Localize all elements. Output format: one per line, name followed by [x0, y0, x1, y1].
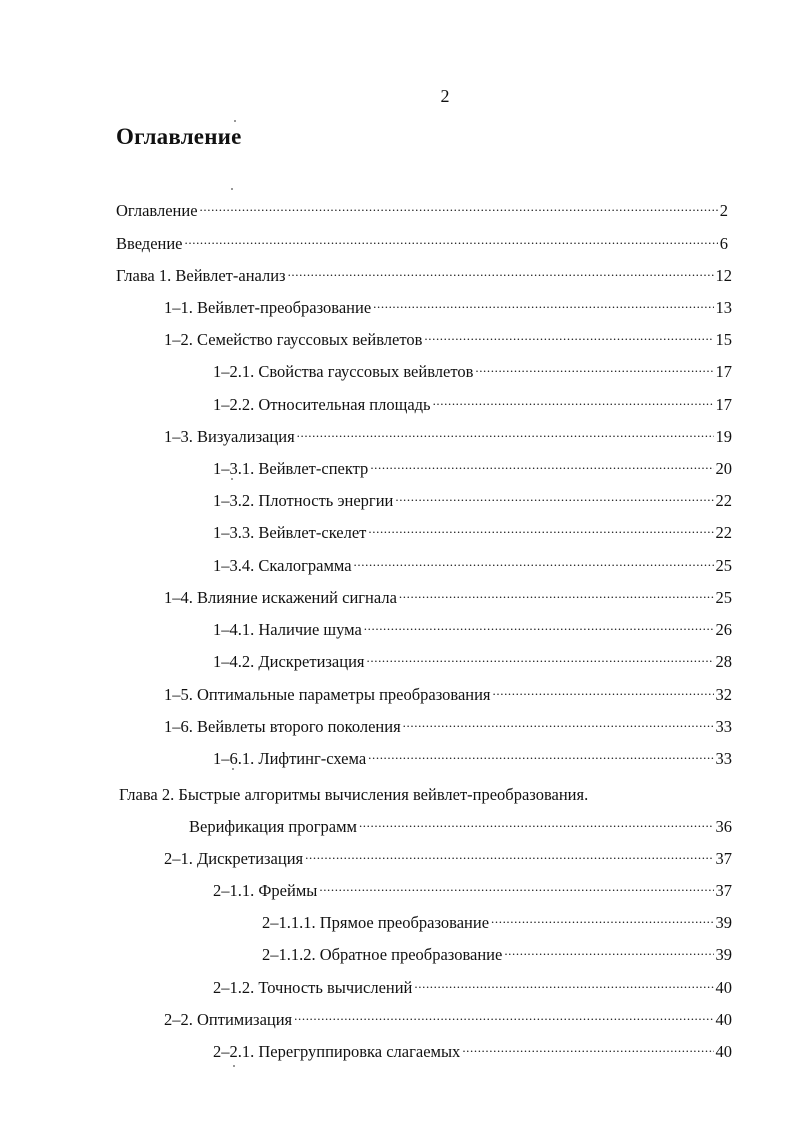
toc-entry-label: 2–2.1. Перегруппировка слагаемых	[213, 1042, 461, 1061]
toc-entry-page: 22	[715, 523, 732, 542]
toc-entry[interactable]	[164, 712, 732, 736]
toc-entry[interactable]	[213, 551, 732, 575]
toc-entry[interactable]	[213, 647, 732, 671]
toc-entry-label: 1–4.2. Дискретизация	[213, 652, 365, 671]
scan-speck	[231, 478, 233, 480]
dot-leader	[297, 422, 714, 442]
toc-entry-label: 2–2. Оптимизация	[164, 1010, 293, 1029]
dot-leader	[370, 454, 713, 474]
dot-leader	[504, 940, 713, 960]
dot-leader	[364, 615, 714, 635]
dot-leader	[462, 1037, 713, 1057]
dot-leader	[433, 390, 714, 410]
toc-entry-label: 1–3.3. Вейвлет-скелет	[213, 523, 367, 542]
toc-entry-page: 39	[715, 913, 732, 932]
toc-entry[interactable]	[213, 973, 732, 997]
toc-entry[interactable]	[116, 196, 728, 220]
scan-speck	[233, 1065, 235, 1067]
toc-entry-label: 1–2. Семейство гауссовых вейвлетов	[164, 330, 423, 349]
toc-entry[interactable]	[213, 518, 732, 542]
dot-leader	[359, 812, 714, 832]
toc-entry-label: 2–1. Дискретизация	[164, 849, 304, 868]
toc-entry-page: 17	[715, 395, 732, 414]
dot-leader	[373, 293, 713, 313]
toc-entry-label: 1–5. Оптимальные параметры преобразования	[164, 685, 491, 704]
toc-entry-label: 1–3. Визуализация	[164, 427, 295, 446]
dot-leader	[491, 908, 713, 928]
toc-entry-label: 1–3.1. Вейвлет-спектр	[213, 459, 369, 478]
toc-entry[interactable]	[164, 583, 732, 607]
toc-entry[interactable]	[119, 780, 679, 804]
dot-leader	[493, 680, 714, 700]
toc-entry[interactable]	[164, 325, 732, 349]
toc-entry[interactable]	[213, 357, 732, 381]
dot-leader	[185, 229, 718, 249]
toc-entry-label: 2–1.1.1. Прямое преобразование	[262, 913, 490, 932]
dot-leader	[200, 196, 718, 216]
toc-entry-page: 33	[715, 749, 732, 768]
toc-entry-page: 32	[715, 685, 732, 704]
toc-entry[interactable]	[262, 908, 732, 932]
toc-entry-page: 20	[715, 459, 732, 478]
toc-entry-label: Верификация программ	[189, 817, 357, 836]
toc-entry-page: 17	[715, 362, 732, 381]
toc-entry-page: 39	[715, 945, 732, 964]
toc-entry[interactable]	[213, 1037, 732, 1061]
toc-entry-label: 1–3.4. Скалограмма	[213, 556, 352, 575]
toc-entry-label: 2–1.1. Фреймы	[213, 881, 318, 900]
toc-entry-page: 25	[715, 556, 732, 575]
dot-leader	[288, 261, 714, 281]
dot-leader	[367, 647, 714, 667]
scan-speck	[231, 188, 233, 190]
dot-leader	[294, 1005, 713, 1025]
toc-entry[interactable]	[164, 1005, 732, 1029]
toc-entry-page: 26	[715, 620, 732, 639]
dot-leader	[414, 973, 713, 993]
dot-leader	[399, 583, 714, 603]
toc-entry[interactable]	[116, 261, 732, 285]
toc-entry-page: 13	[715, 298, 732, 317]
toc-entry[interactable]	[164, 680, 732, 704]
toc-entry[interactable]	[189, 812, 732, 836]
toc-entry[interactable]	[116, 229, 728, 253]
toc-entry-page: 15	[715, 330, 732, 349]
toc-entry-label: 2–1.1.2. Обратное преобразование	[262, 945, 503, 964]
toc-entry-page: 36	[715, 817, 732, 836]
toc-entry-page: 37	[715, 849, 732, 868]
toc-entry[interactable]	[164, 422, 732, 446]
toc-entry[interactable]	[164, 293, 732, 317]
toc-entry-page: 33	[715, 717, 732, 736]
toc-entry-label: Глава 1. Вейвлет-анализ	[116, 266, 286, 285]
toc-entry[interactable]	[213, 486, 732, 510]
dot-leader	[368, 744, 713, 764]
page-title: Оглавление	[116, 124, 242, 149]
toc-entry-label: Оглавление	[116, 201, 198, 220]
toc-entry-label: 1–6.1. Лифтинг-схема	[213, 749, 367, 768]
dot-leader	[395, 486, 713, 506]
toc-entry-page: 40	[715, 978, 732, 997]
toc-entry-label: Глава 2. Быстрые алгоритмы вычисления вейвлет-преобразования.	[119, 785, 589, 804]
toc-entry-page: 40	[715, 1010, 732, 1029]
toc-entry-page: 12	[715, 266, 732, 285]
toc-entry-label: 1–6. Вейвлеты второго поколения	[164, 717, 401, 736]
toc-entry-page: 2	[719, 201, 728, 220]
toc-entry-page: 19	[715, 427, 732, 446]
dot-leader	[475, 357, 713, 377]
toc-entry[interactable]	[213, 615, 732, 639]
toc-entry-label: 1–2.1. Свойства гауссовых вейвлетов	[213, 362, 474, 381]
toc-entry[interactable]	[213, 454, 732, 478]
toc-entry-label: 1–4.1. Наличие шума	[213, 620, 362, 639]
toc-entry-page: 28	[715, 652, 732, 671]
toc-entry[interactable]	[213, 390, 732, 414]
scan-speck	[234, 120, 236, 122]
toc-entry[interactable]	[213, 744, 732, 768]
toc-entry-page: 37	[715, 881, 732, 900]
scan-speck	[232, 768, 234, 770]
toc-entry-label: 1–2.2. Относительная площадь	[213, 395, 431, 414]
toc-entry[interactable]	[213, 876, 732, 900]
toc-entry[interactable]	[164, 844, 732, 868]
toc-entry[interactable]	[262, 940, 732, 964]
dot-leader	[368, 518, 713, 538]
toc-entry-label: Введение	[116, 234, 183, 253]
dot-leader	[354, 551, 714, 571]
toc-entry-label: 1–1. Вейвлет-преобразование	[164, 298, 372, 317]
toc-entry-label: 2–1.2. Точность вычислений	[213, 978, 413, 997]
dot-leader	[319, 876, 713, 896]
toc-entry-label: 1–3.2. Плотность энергии	[213, 491, 394, 510]
toc-entry-label: 1–4. Влияние искажений сигнала	[164, 588, 397, 607]
dot-leader	[424, 325, 713, 345]
dot-leader	[305, 844, 713, 864]
dot-leader	[590, 780, 677, 800]
page-number: 2	[440, 86, 450, 106]
toc-entry-page: 25	[715, 588, 732, 607]
toc-entry-page: 40	[715, 1042, 732, 1061]
toc-entry-page: 6	[719, 234, 728, 253]
toc-entry-page: 22	[715, 491, 732, 510]
dot-leader	[403, 712, 714, 732]
